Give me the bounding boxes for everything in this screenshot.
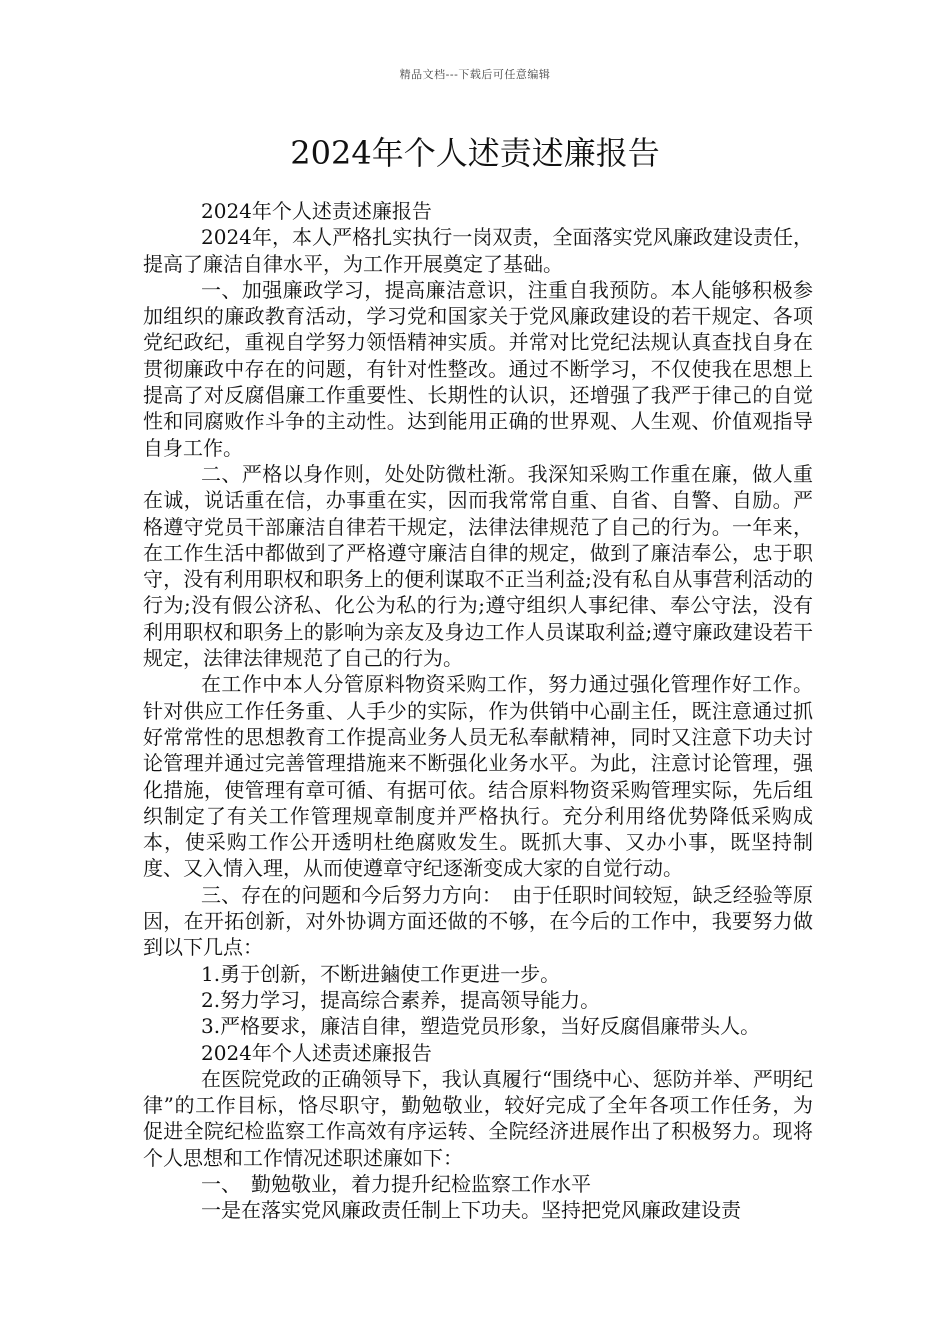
document-title: 2024年个人述责述廉报告: [290, 134, 660, 172]
paragraph-intro: 2024年，本人严格扎实执行一岗双责，全面落实党风廉政建设责任，提高了廉洁自律水平，为工作开展奠定了基础。: [143, 225, 813, 276]
document-body: [143, 198, 813, 1224]
paragraph-hospital-intro: 在医院党政的正确领导下，我认真履行“围绕中心、惩防并举、严明纪律”的工作目标，恪尽职守，勤勉敬业，较好完成了全年各项工作任务，为促进全院纪检监察工作高效有序运转、全院经济进展作出了积极努力。现将个人思想和工作情况述职述廉如下：: [143, 1066, 813, 1170]
paragraph-section-1: 一、加强廉政学习，提高廉洁意识，注重自我预防。本人能够积极参加组织的廉政教育活动，学习党和国家关于党风廉政建设的若干规定、各项党纪政纪，重视自学努力领悟精神实质。并常对比党纪法规认真查找自身在贯彻廉政中存在的问题，有针对性整改。通过不断学习，不仅使我在思想上提高了对反腐倡廉工作重要性、长期性的认识，还增强了我严于律己的自觉性和同腐败作斗争的主动性。达到能用正确的世界观、人生观、价值观指导自身工作。: [143, 277, 813, 460]
paragraph-work: 在工作中本人分管原料物资采购工作，努力通过强化管理作好工作。针对供应工作任务重、人手少的实际，作为供销中心副主任，既注意通过抓好常常性的思想教育工作提高业务人员无私奉献精神，同时又注意下功夫讨论管理并通过完善管理措施来不断强化业务水平。为此，注意讨论管理，强化措施，使管理有章可循、有据可依。结合原料物资采购管理实际，先后组织制定了有关工作管理规章制度并严格执行。充分利用络优势降低采购成本，使采购工作公开透明杜绝腐败发生。既抓大事、又办小事，既坚持制度、又入情入理，从而使遵章守纪逐渐变成大家的自觉行动。: [143, 672, 813, 881]
list-item-3: 3.严格要求，廉洁自律，塑造党员形象，当好反腐倡廉带头人。: [201, 1014, 761, 1039]
paragraph-point-1: 一是在落实党风廉政责任制上下功夫。坚持把党风廉政建设责: [201, 1198, 741, 1223]
paragraph-subtitle-1: 2024年个人述责述廉报告: [201, 199, 432, 223]
paragraph-section-3: 三、存在的问题和今后努力方向： 由于任职时间较短，缺乏经验等原因，在开拓创新，对外协调方面还做的不够，在今后的工作中，我要努力做到以下几点：: [143, 882, 813, 960]
paragraph-section-2: 二、严格以身作则，处处防微杜渐。我深知采购工作重在廉，做人重在诚，说话重在信，办事重在实，因而我常常自重、自省、自警、自励。严格遵守党员干部廉洁自律若干规定，法律法律规范了自己的行为。一年来，在工作生活中都做到了严格遵守廉洁自律的规定，做到了廉洁奉公，忠于职守，没有利用职权和职务上的便利谋取不正当利益;没有私自从事营利活动的行为;没有假公济私、化公为私的行为;遵守组织人事纪律、奉公守法，没有利用职权和职务上的影响为亲友及身边工作人员谋取利益;遵守廉政建设若干规定，法律法律规范了自己的行为。: [143, 461, 813, 671]
paragraph-heading-1: 一、 勤勉敬业，着力提升纪检监察工作水平: [201, 1171, 591, 1196]
page-header-note: 精品文档---下载后可任意编辑: [399, 68, 551, 81]
list-item-2: 2.努力学习，提高综合素养，提高领导能力。: [201, 987, 601, 1012]
list-item-1: 1.勇于创新，不断进鏀使工作更进一步。: [201, 961, 561, 986]
paragraph-subtitle-2: 2024年个人述责述廉报告: [201, 1040, 432, 1065]
